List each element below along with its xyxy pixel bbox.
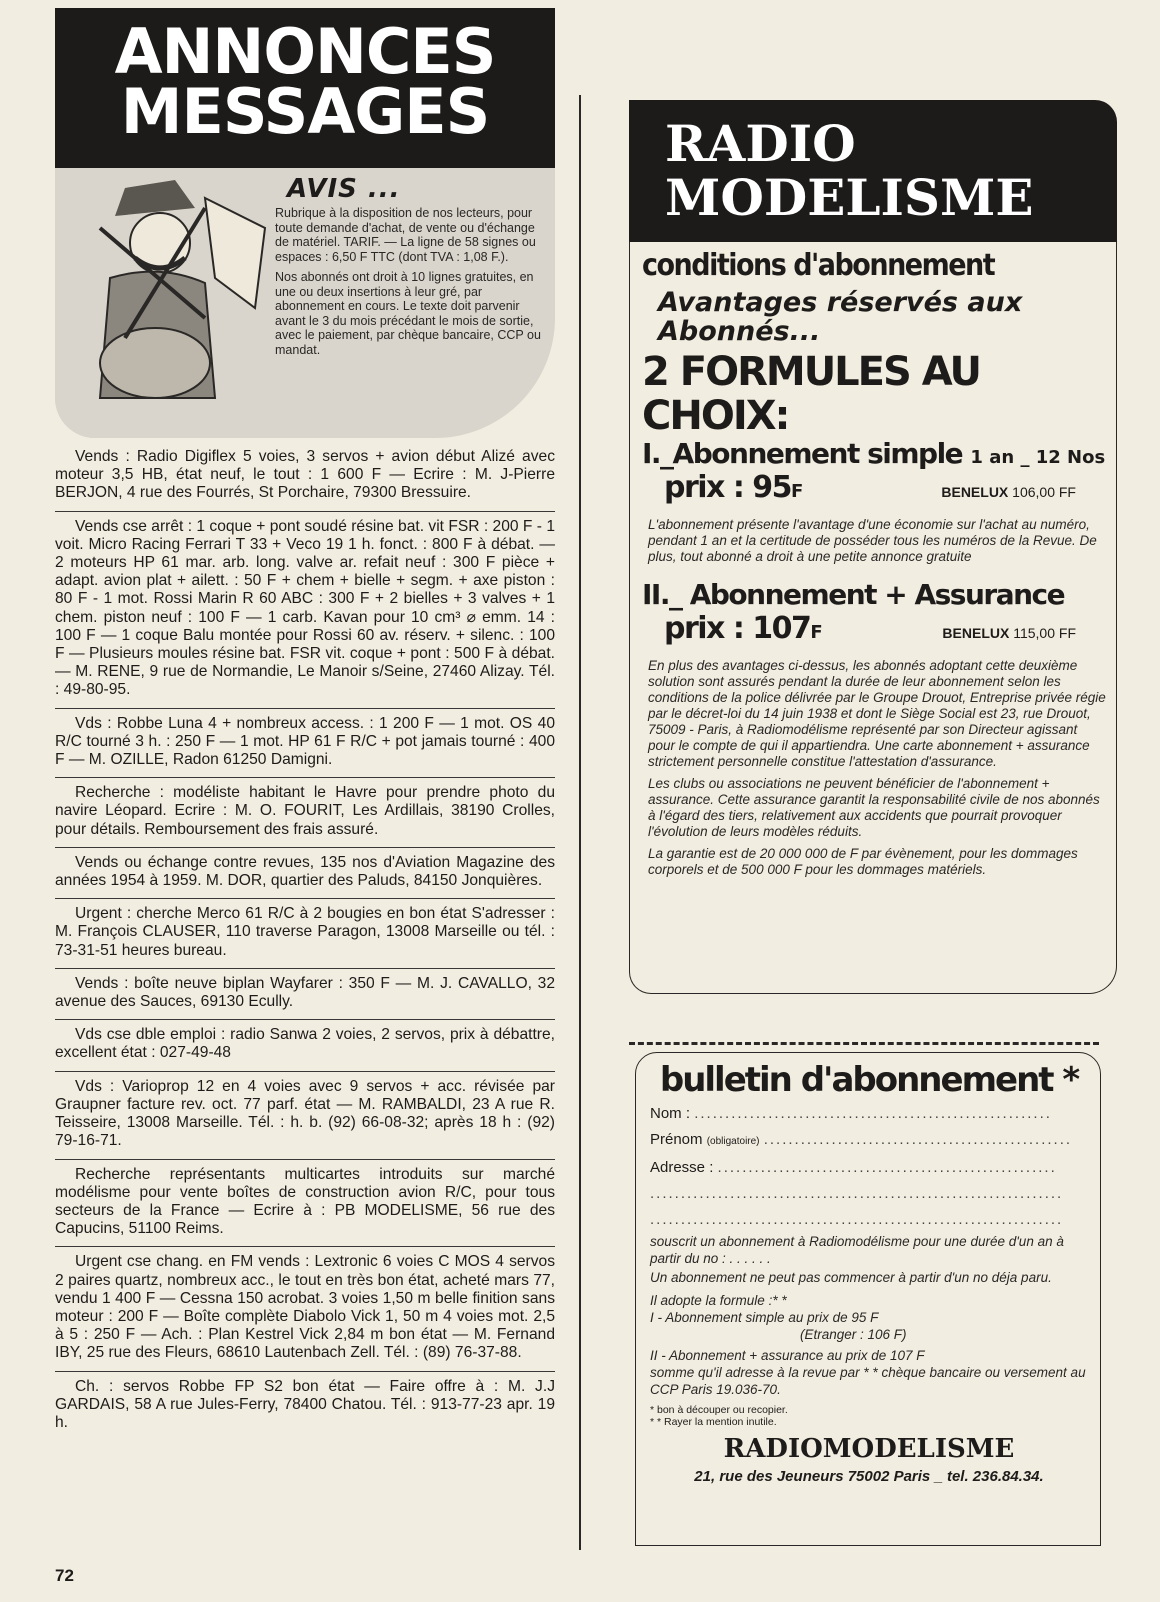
- formula-1-price-row: [664, 470, 1106, 505]
- subscription-column: [629, 100, 1117, 994]
- drummer-illustration-icon: [55, 168, 275, 438]
- avis-paragraph: Rubrique à la disposition de nos lecteurs, pour toute demande d'achat, de vente ou d'échange de matériel. TARIF. — La ligne de 58 signes ou espaces : 6,50 F TTC (dont TVA : 1,08 F.).: [275, 206, 536, 264]
- header-title-line1: ANNONCES: [114, 15, 496, 88]
- formula-2-text: Les clubs ou associations ne peuvent bénéficier de l'abonnement + assurance. Cette assurance garantit la responsabilité civile de nos abonnés à l'égard des tiers, relativement aux accidents que pourrait provoquer l'évolution de leurs modèles réduits.: [648, 776, 1100, 839]
- formula-2-title: II._ Abonnement + Assurance: [642, 578, 1065, 611]
- form-text-note: Un abonnement ne peut pas commencer à partir d'un no déja paru.: [650, 1270, 1052, 1285]
- formula-2-price: prix : 107F: [664, 611, 823, 646]
- prenom-field[interactable]: Prénom (obligatoire) ..................................................: [650, 1131, 1073, 1148]
- formula-2-price-row: [664, 611, 1106, 646]
- cut-line: [629, 1042, 1099, 1045]
- ad-item: Recherche représentants multicartes introduits sur marché modélisme pour vente boîtes de construction avion R/C, pour tous secteurs de la France — Ecrire à : PB MODELISME, 56 rue des Capucins, 51100 Reims.: [55, 1160, 555, 1248]
- column-divider: [579, 95, 581, 1550]
- avis-text: [275, 206, 545, 363]
- magazine-header: [629, 100, 1117, 242]
- adresse-field[interactable]: Adresse : .......................................................: [650, 1159, 1057, 1176]
- avis-paragraph: Nos abonnés ont droit à 10 lignes gratuites, en une ou deux insertions à leur gré, par abonnement en cours. Le texte doit parvenir avant le 3 du mois précédant le mois de sortie, avec le paiement, par chèque bancaire, CCP ou mandat.: [275, 270, 541, 357]
- ad-item: Vends cse arrêt : 1 coque + pont soudé résine bat. vit FSR : 200 F - 1 voit. Micro Racing Ferrari T 33 + Veco 19 1 h. fonct. : 800 F à débat. — 2 moteurs HP 61 mar. arb. long. valve ar. refait neuf : 300 F pièce + adapt. avion plat + ailett. : 50 F + chem + bielle + segm. + axe piston : 80 F - 1 mot. Rossi Marin R 60 ABC : 300 F + 2 bielles + 3 valves + 1 chem. piston neuf : 100 F — 1 carb. Kavan pour 10 cm³ ⌀ emm. 14 : 100 F — 1 coque Balu montée pour Rossi 60 av. réserv. + silenc. : 100 F — Plusieurs moules résine bat. FSR vit. coque + pont : 500 F à débat. — M. RENE, 9 rue de Normandie, Le Manoir s/Seine, 27460 Alizay. Tél. : 49-80-95.: [55, 512, 555, 709]
- formula-2: [642, 579, 1106, 878]
- formula-1-benelux: BENELUX 106,00 FF: [941, 484, 1076, 500]
- ad-item: Vends : boîte neuve biplan Wayfarer : 350 F — M. J. CAVALLO, 32 avenue des Sauces, 69130 Ecully.: [55, 969, 555, 1020]
- conditions-box: [629, 242, 1117, 994]
- formula-1-heading: [642, 438, 1106, 470]
- page-number: 72: [55, 1566, 74, 1585]
- form-footnote-2: * * Rayer la mention inutile.: [650, 1416, 777, 1428]
- formula-1-price: prix : 95F: [664, 470, 804, 505]
- formules-heading: 2 FORMULES AU CHOIX:: [642, 349, 980, 439]
- form-option-1[interactable]: I - Abonnement simple au prix de 95 F: [650, 1310, 879, 1325]
- formula-1-title: I._Abonnement simple: [642, 437, 963, 470]
- ads-list: [55, 442, 555, 1440]
- magazine-title-line2: MODELISME: [665, 168, 1034, 227]
- adresse-line-3[interactable]: ...................................................................: [650, 1211, 1064, 1228]
- subscription-form: [635, 1052, 1101, 1546]
- form-text-subscribe: souscrit un abonnement à Radiomodélisme pour une durée d'un an à partir du no : . . . . . .: [650, 1234, 1064, 1266]
- form-option-1-foreign: (Etranger : 106 F): [800, 1327, 907, 1342]
- ad-item: Vends ou échange contre revues, 135 nos d'Aviation Magazine des années 1954 à 1959. M. DOR, quartier des Paluds, 84150 Jonquières.: [55, 848, 555, 899]
- form-option-2[interactable]: II - Abonnement + assurance au prix de 107 F: [650, 1348, 925, 1363]
- form-title: bulletin d'abonnement *: [659, 1060, 1079, 1100]
- formula-2-text: En plus des avantages ci-dessus, les abonnés adoptant cette deuxième solution sont assurés pendant la durée de leur abonnement selon les conditions de la police délivrée par le Groupe Drouot, Entreprise privée régie par le décret-loi du 14 juin 1938 et dont le Siège Social est 23, rue Drouot, 75009 - Paris, à Radiomodélisme représenté par son Directeur agissant pour le compte de qui il appartiendra. Une carte abonnement + assurance strictement personnelle constitue l'attestation d'assurance.: [648, 658, 1106, 769]
- form-text-formula: Il adopte la formule :* *: [650, 1293, 787, 1308]
- form-text-payment: somme qu'il adresse à la revue par * * chèque bancaire ou versement au CCP Paris 19.036-70.: [650, 1365, 1086, 1397]
- formula-1-duration: 1 an _ 12 Nos: [970, 447, 1106, 468]
- formula-2-benelux: BENELUX 115,00 FF: [942, 625, 1076, 641]
- form-footnote-1: * bon à découper ou recopier.: [650, 1404, 788, 1416]
- classifieds-column: [55, 8, 555, 1440]
- ad-item: Vds cse dble emploi : radio Sanwa 2 voies, 2 servos, prix à débattre, excellent état : 027-49-48: [55, 1020, 555, 1071]
- conditions-title: conditions d'abonnement: [642, 248, 995, 283]
- magazine-title-line1: RADIO: [665, 114, 856, 173]
- avis-box: [55, 168, 555, 438]
- ad-item: Vds : Robbe Luna 4 + nombreux access. : 1 200 F — 1 mot. OS 40 R/C tourné 3 h. : 250 F — 1 mot. HP 61 F R/C + pot jamais tourné : 400 F — M. OZILLE, Radon 61250 Damigni.: [55, 709, 555, 779]
- classifieds-header: [55, 8, 555, 168]
- header-title-line2: MESSAGES: [120, 75, 490, 148]
- ad-item: Ch. : servos Robbe FP S2 bon état — Faire offre à : M. J.J GARDAIS, 58 A rue Jules-Ferry, 78400 Chatou. Tél. : 913-77-23 apr. 19 h.: [55, 1377, 555, 1431]
- publisher-address: 21, rue des Jeuneurs 75002 Paris _ tel. 236.84.34.: [694, 1468, 1044, 1485]
- ad-item: Recherche : modéliste habitant le Havre pour prendre photo du navire Léopard. Ecrire : M. O. FOURIT, Les Ardillais, 38190 Crolles, pour détails. Remboursement des frais assuré.: [55, 778, 555, 848]
- nom-field[interactable]: Nom : ..........................................................: [650, 1105, 1052, 1122]
- avis-title: AVIS ...: [287, 174, 401, 204]
- ad-item: Vds : Varioprop 12 en 4 voies avec 9 servos + acc. révisée par Graupner facture rev. oct. 77 parf. état — M. RAMBALDI, 23 A rue R. Teisseire, 13008 Marseille. Tél. : h. b. (92) 66-08-32; après 18 h : (92) 79-16-71.: [55, 1072, 555, 1160]
- publisher-name: RADIOMODELISME: [723, 1434, 1015, 1464]
- conditions-subtitle: Avantages réservés aux Abonnés...: [658, 287, 1023, 347]
- ad-item: Urgent cse chang. en FM vends : Lextronic 6 voies C MOS 4 servos 2 paires quartz, nombreux acc., le tout en très bon état, acheté mars 77, vendu 1 400 F — Cessna 150 acrobat. 3 voies 1,50 m belle finition sans moteur : 200 F — Boîte complète Diabolo Vick 1, 50 m 4 voies mot. 2,5 à 5 : 250 F — Ach. : Plan Kestrel Vick 2,84 m bon état — M. Fernand IBY, 25 rue des Fleurs, 68610 Lautenbach Zell. Tél. : (89) 76-37-88.: [55, 1247, 555, 1371]
- formula-1-text: L'abonnement présente l'avantage d'une économie sur l'achat au numéro, pendant 1 an et la certitude de posséder tous les numéros de la Revue. De plus, tout abonné a droit à une petite annonce gratuite: [648, 517, 1097, 564]
- ad-item: Urgent : cherche Merco 61 R/C à 2 bougies en bon état S'adresser : M. François CLAUSER, 110 traverse Paragon, 13008 Marseille ou tél. : 73-31-51 heures bureau.: [55, 899, 555, 969]
- adresse-line-2[interactable]: ...................................................................: [650, 1185, 1064, 1202]
- formula-1: [642, 438, 1106, 565]
- formula-2-text: La garantie est de 20 000 000 de F par évènement, pour les dommages corporels et de 500 000 F pour les dommages matériels.: [648, 846, 1078, 877]
- ad-item: Vends : Radio Digiflex 5 voies, 3 servos + avion début Alizé avec moteur 3,5 HB, état neuf, le tout : 1 600 F — Ecrire : M. J-Pierre BERJON, 4 rue des Fourrés, St Porchaire, 79300 Bressuire.: [55, 442, 555, 512]
